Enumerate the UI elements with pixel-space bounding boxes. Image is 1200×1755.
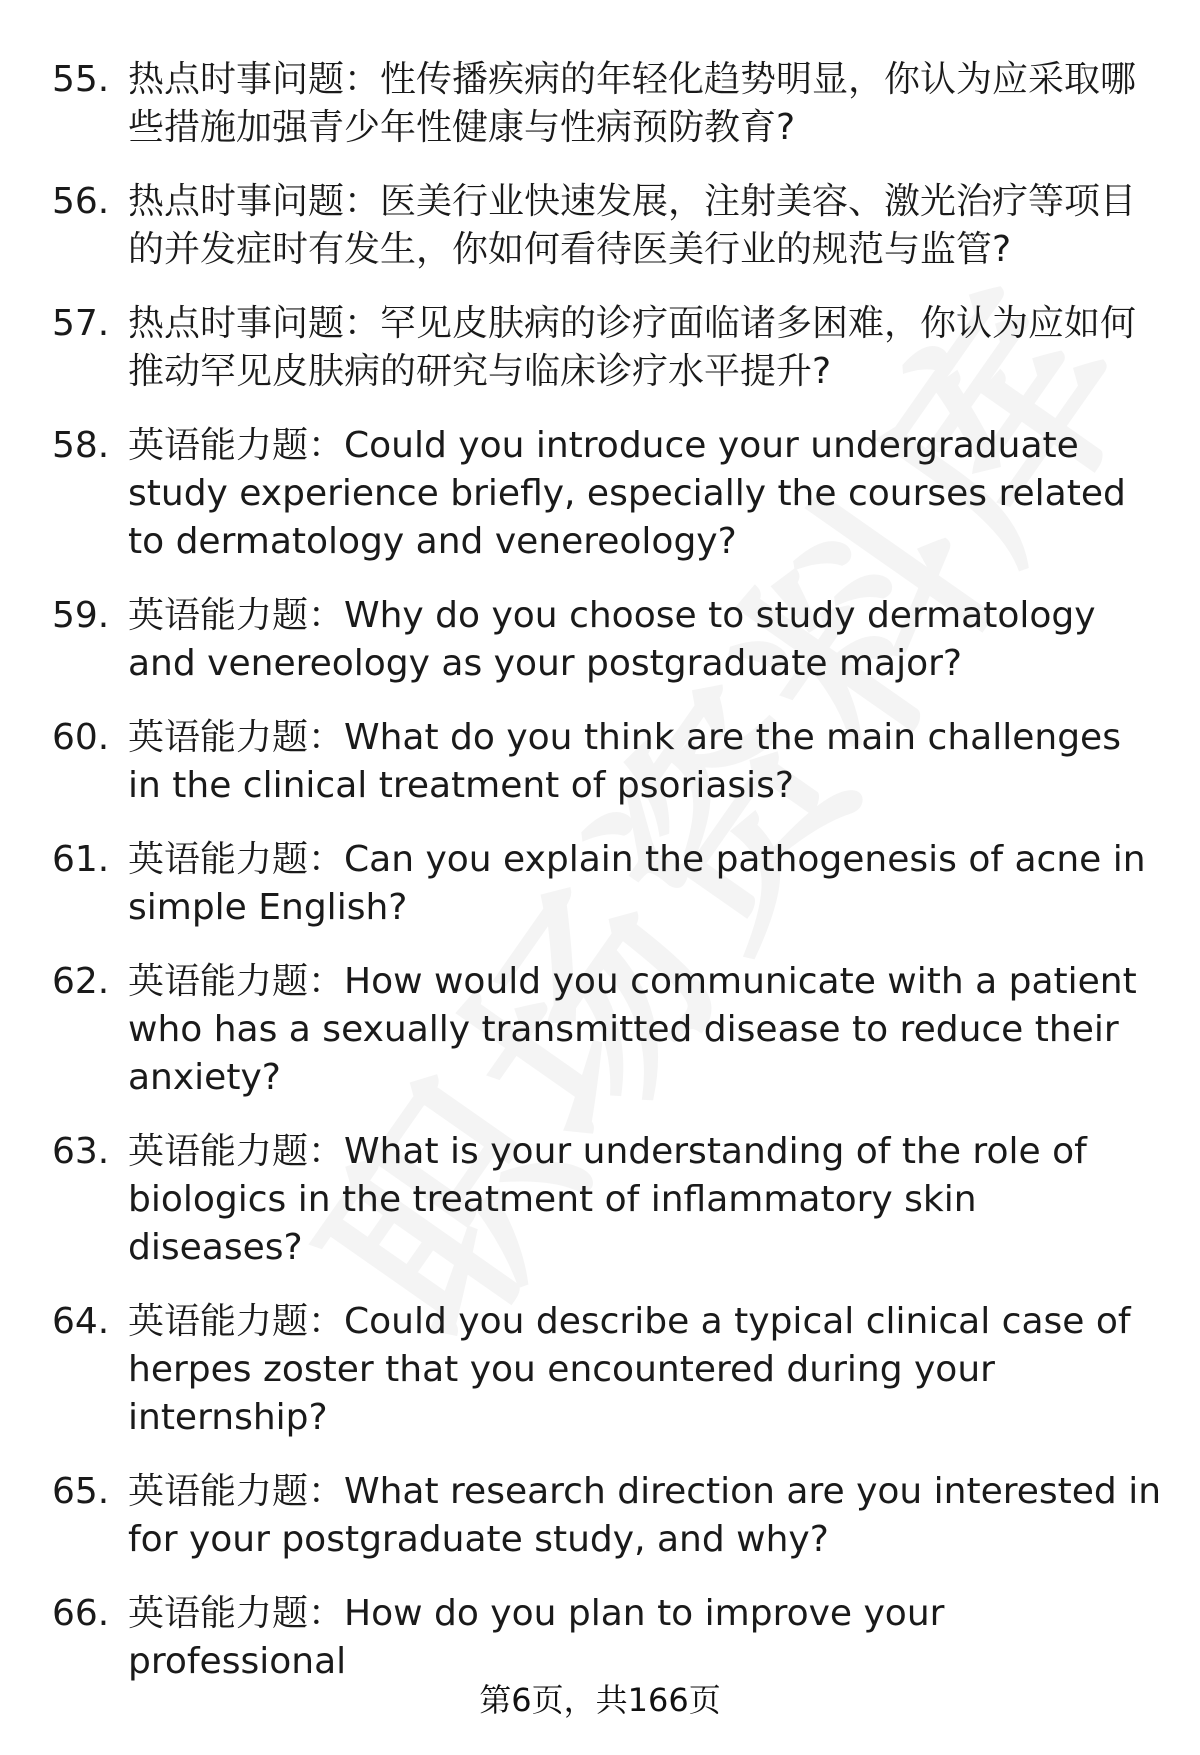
page-footer: 第6页，共166页 xyxy=(479,1681,721,1719)
question-item xyxy=(0,1128,1200,1272)
question-number: 55. xyxy=(52,59,110,100)
question-item xyxy=(0,1590,1200,1686)
question-text: 英语能力题：Could you describe a typical clinical case of herpes zoster that you encountered during your internship? xyxy=(128,1301,1131,1438)
question-text: 英语能力题：Can you explain the pathogenesis of acne in simple English? xyxy=(128,839,1146,928)
question-number: 63. xyxy=(52,1131,110,1172)
question-text: 热点时事问题：罕见皮肤病的诊疗面临诸多困难，你认为应如何推动罕见皮肤病的研究与临床诊疗水平提升? xyxy=(128,303,1137,392)
question-number: 58. xyxy=(52,425,110,466)
question-number: 57. xyxy=(52,303,110,344)
question-number: 56. xyxy=(52,181,110,222)
question-number: 66. xyxy=(52,1593,110,1634)
question-text: 英语能力题：What is your understanding of the role of biologics in the treatment of inflammatory skin diseases? xyxy=(128,1131,1087,1268)
question-number: 60. xyxy=(52,717,110,758)
question-item xyxy=(0,836,1200,932)
question-text: 英语能力题：How would you communicate with a patient who has a sexually transmitted disease to reduce their anxiety? xyxy=(128,961,1137,1098)
question-text: 英语能力题：How do you plan to improve your professional xyxy=(128,1593,945,1682)
question-text: 热点时事问题：医美行业快速发展，注射美容、激光治疗等项目的并发症时有发生，你如何看待医美行业的规范与监管? xyxy=(128,181,1137,270)
question-item xyxy=(0,958,1200,1102)
question-item xyxy=(0,1298,1200,1442)
question-number: 64. xyxy=(52,1301,110,1342)
question-text: 热点时事问题：性传播疾病的年轻化趋势明显，你认为应采取哪些措施加强青少年性健康与性病预防教育? xyxy=(128,59,1137,148)
question-text: 英语能力题：Why do you choose to study dermatology and venereology as your postgraduate major? xyxy=(128,595,1096,684)
question-number: 62. xyxy=(52,961,110,1002)
question-item xyxy=(0,56,1200,152)
question-text: 英语能力题：What do you think are the main challenges in the clinical treatment of psoriasis? xyxy=(128,717,1121,806)
question-number: 59. xyxy=(52,595,110,636)
question-number: 65. xyxy=(52,1471,110,1512)
question-item xyxy=(0,592,1200,688)
question-item xyxy=(0,178,1200,274)
question-text: 英语能力题：What research direction are you interested in for your postgraduate study, and why? xyxy=(128,1471,1162,1560)
question-item xyxy=(0,300,1200,396)
question-item xyxy=(0,422,1200,566)
question-number: 61. xyxy=(52,839,110,880)
question-list xyxy=(0,56,1200,1686)
question-item xyxy=(0,1468,1200,1564)
question-item xyxy=(0,714,1200,810)
question-text: 英语能力题：Could you introduce your undergraduate study experience briefly, especially the courses related to dermatology and venereology? xyxy=(128,425,1126,562)
